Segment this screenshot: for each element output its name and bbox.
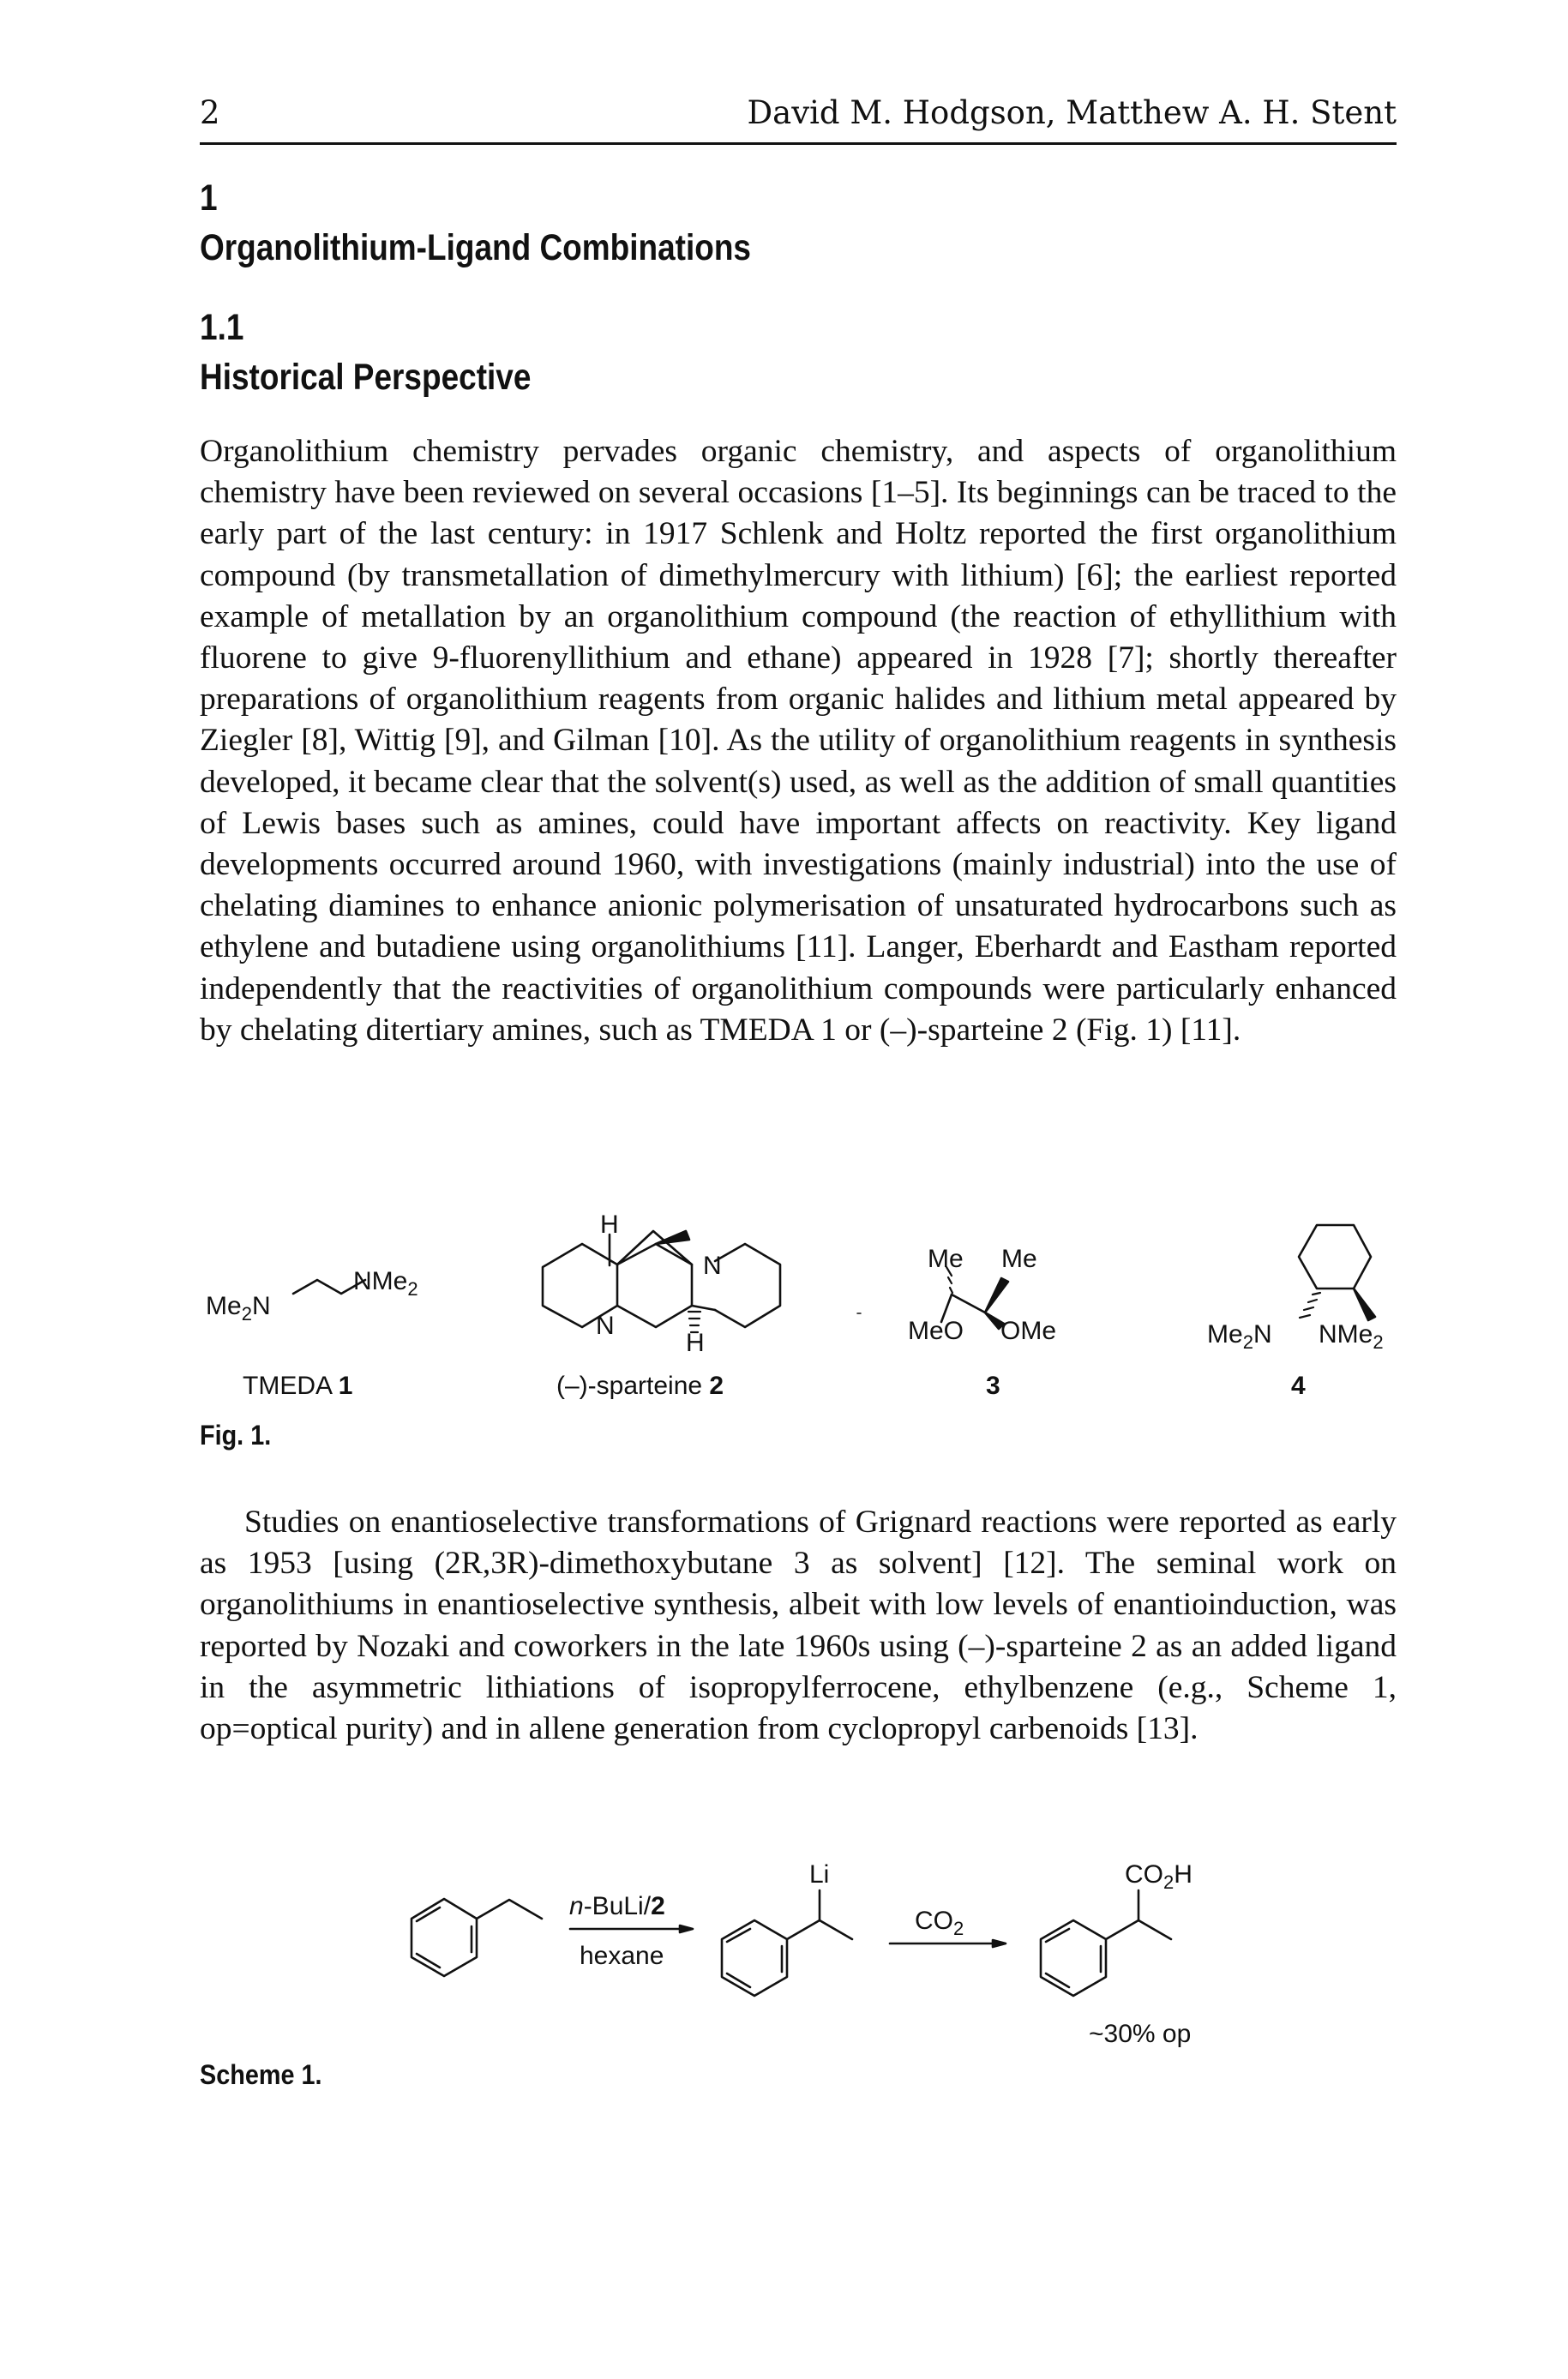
paragraph-historical-2: Studies on enantioselective transformations of Grignard reactions were reported as early as 1953 [using (2R,3R)-dimethoxybutane 3 as solvent] [12]. The seminal work on organolithiums in enantioselective synthesis, albeit with low levels of enantioinduction, was reported by Nozaki and coworkers in the late 1960s using (–)-sparteine 2 as an added ligand in the asymmetric lithiations of isopropylferrocene, ethylbenzene (e.g., Scheme 1, op=optical purity) and in allene generation from cyclopropyl carbenoids [13]. [200, 1505, 1397, 1747]
scheme-co2-label: $CO_2$ [915, 1907, 964, 1939]
dimethoxybutane-me-right: Me [1001, 1245, 1037, 1273]
section-number: 1 [200, 177, 218, 219]
sparteine-structure [543, 1231, 780, 1332]
subsection-title: Historical Perspective [200, 357, 532, 398]
dimethoxybutane-me-left: Me [928, 1245, 964, 1273]
dimethoxybutane-ome: OMe [1000, 1317, 1057, 1345]
sparteine-n-right: N [703, 1252, 722, 1280]
figure-1-caption: Fig. 1. [200, 1420, 272, 1451]
sparteine-caption-name: (–)-sparteine 2 [556, 1372, 724, 1400]
sparteine-n-left: N [596, 1312, 615, 1340]
scheme-yield-label: ~30% op [1089, 2020, 1192, 2048]
running-header-authors: David M. Hodgson, Matthew A. H. Stent [747, 94, 1397, 131]
scheme-reagent-top: n-BuLi/2 [569, 1892, 665, 1920]
tmeda-right-group: NMe$_2$ [353, 1267, 418, 1300]
scheme-1-caption: Scheme 1. [200, 2059, 322, 2090]
page-number: 2 [200, 94, 220, 131]
compound-number-3: 3 [986, 1372, 1000, 1400]
diamine-left-group: $Me_2N$ [1207, 1320, 1272, 1353]
diamine-structure [1299, 1225, 1375, 1320]
subsection-number: 1.1 [200, 307, 244, 348]
section-title: Organolithium-Ligand Combinations [200, 227, 751, 268]
scheme-reagent-bottom: hexane [580, 1942, 664, 1970]
scheme-acid-label: $CO_2H$ [1125, 1860, 1193, 1893]
sparteine-h-bottom: H [686, 1329, 705, 1357]
paragraph-historical-1: Organolithium chemistry pervades organic chemistry, and aspects of organolithium chemistry have been reviewed on several occasions [1–5]. Its beginnings can be traced to the early part of the last century: in 1917 Schlenk and Holtz reported the first organolithium compound (by transmetallation of dimethylmercury with lithium) [6]; the earliest reported example of metallation by an organolithium compound (the reaction of ethyllithium with fluorene to give 9-fluorenyllithium and ethane) appeared in 1928 [7]; shortly thereafter preparations of organolithium reagents from organic halides and lithium metal appeared by Ziegler [8], Wittig [9], and Gilman [10]. As the utility of organolithium reagents in synthesis developed, it became clear that the solvent(s) used, as well as the addition of small quantities of Lewis bases such as amines, could have important affects on reactivity. Key ligand developments occurred around 1960, with investigations (mainly industrial) into the use of chelating diamines to enhance anionic polymerisation of unsaturated hydrocarbons such as ethylene and butadiene using organolithiums [11]. Langer, Eberhardt and Eastham reported independently that the reactivities of organolithium compounds were particularly enhanced by chelating ditertiary amines, such as TMEDA 1 or (–)-sparteine 2 (Fig. 1) [11]. [200, 434, 1397, 1048]
lithiated-intermediate-structure [722, 1890, 852, 1996]
compound-number-4: 4 [1291, 1372, 1306, 1400]
sparteine-h-top: H [600, 1211, 619, 1239]
tmeda-left-group: $Me_2N$ [206, 1292, 271, 1325]
scheme-li-label: Li [809, 1860, 830, 1889]
diamine-right-group: NMe$_2$ [1319, 1320, 1384, 1353]
ethylbenzene-structure [412, 1899, 542, 1976]
reaction-arrow-1 [570, 1925, 693, 1932]
reaction-arrow-2 [890, 1940, 1006, 1947]
acid-product-structure [1041, 1890, 1171, 1996]
dimethoxybutane-meo: MeO [908, 1317, 964, 1345]
tmeda-caption-name: TMEDA 1 [243, 1372, 353, 1400]
